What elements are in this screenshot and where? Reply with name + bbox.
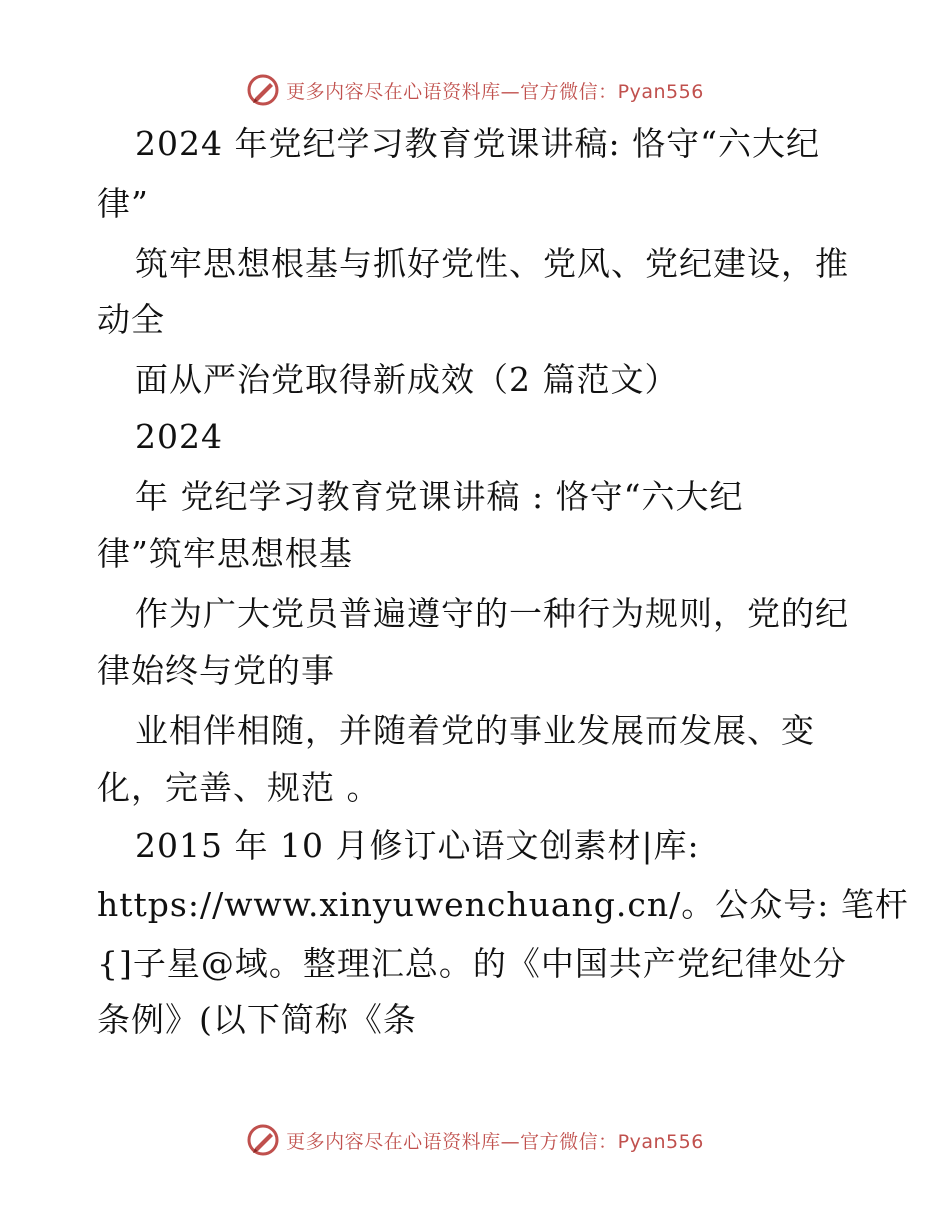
text-line: https://www.xinyuwenchuang.cn/。公众号: 笔杆 xyxy=(97,885,909,924)
text-line: {]子星@域。整理汇总。的《中国共产党纪律处分 xyxy=(97,944,847,983)
text-line: 动全 xyxy=(97,300,165,339)
text-line: 化，完善、规范 。 xyxy=(97,768,381,807)
text-line: 2024 xyxy=(135,417,223,456)
header-banner xyxy=(0,70,950,110)
footer-banner-text: 更多内容尽在心语资料库—官方微信：Pyan556 xyxy=(286,1130,704,1153)
text-line: 律始终与党的事 xyxy=(97,651,335,690)
text-line: 律”筑牢思想根基 xyxy=(97,534,353,573)
pen-logo-icon xyxy=(246,73,280,107)
text-line: 业相伴相随，并随着党的事业发展而发展、变 xyxy=(135,711,815,750)
text-line: 面从严治党取得新成效（2 篇范文） xyxy=(135,360,679,399)
text-line: 2015 年 10 月修订心语文创素材|库: xyxy=(135,826,700,865)
text-line: 筑牢思想根基与抓好党性、党风、党纪建设，推 xyxy=(135,244,849,283)
footer-banner xyxy=(0,1120,950,1160)
pen-logo-icon xyxy=(246,1123,280,1157)
text-line: 条例》(以下简称《条 xyxy=(97,1000,417,1039)
text-line: 作为广大党员普遍遵守的一种行为规则，党的纪 xyxy=(135,594,849,633)
text-line: 年 党纪学习教育党课讲稿 : 恪守“六大纪 xyxy=(135,477,744,516)
text-line: 律” xyxy=(97,184,149,223)
text-line: 2024 年党纪学习教育党课讲稿: 恪守“六大纪 xyxy=(135,124,820,163)
header-banner-text: 更多内容尽在心语资料库—官方微信：Pyan556 xyxy=(286,80,704,103)
